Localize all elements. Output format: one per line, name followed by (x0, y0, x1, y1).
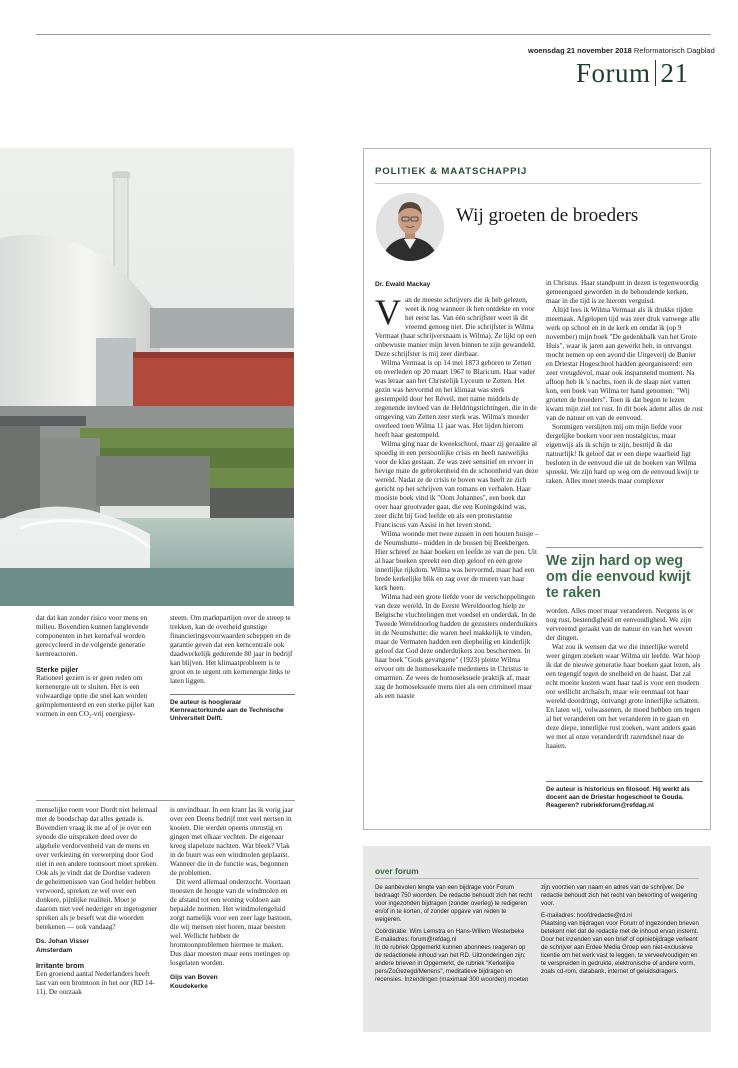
letter1-paragraph-2: Rationeel gezien is er geen reden om kernenergie uit te sluiten. Het is een volwaardige optie die snel kan worden geïmplementeerd en een sterke pijler kan vormen in een CO₂-vrij energiesy- (36, 674, 155, 718)
author-portrait-illustration (376, 193, 444, 261)
article-author-bio: De auteur is historicus en filosoof. Hij werkt als docent aan de Driestar hogeschool te Gouda. Reageren? rubriekforum@refdag.nl (546, 781, 703, 811)
article-paragraph-8: Sommigen verslijten mij om mijn liefde voor dergelijke boeken voor een nostalgicus, maar eigenwijs als ik schijn te zijn, bestrijd ik dat natuurlijk! Ik geloof dat er een diepe waarheid ligt besloten in de eenvoud die uit de boeken van Wilma spreekt. We zijn hard op weg om de eenvoud kwijt te raken. Alles moet steeds maar complexer (546, 423, 699, 485)
article-column-1 (375, 296, 539, 826)
letter1-column-a (36, 614, 158, 764)
letter1-subheading: Sterke pijler (36, 665, 79, 674)
letter2-signature-name: Ds. Johan Visser (36, 938, 90, 945)
article-column-2 (546, 279, 703, 549)
over-forum-rule (375, 878, 699, 879)
article-title: Wij groeten de broeders (456, 205, 639, 226)
drop-cap: V (375, 296, 401, 332)
title-divider (655, 60, 656, 86)
article-paragraph-4: Wilma woonde met twee zussen in een houten huisje –de Neumshutte– midden in de bossen bij Beekbergen. Hier schreef ze haar boeken en leefde ze van de pen. Uit al haar boeken spreekt een diep geloof en een grote innerlijke rijkdom. Wilma was hervormd, maar had een brede kerkelijke blik en zag over de muren van haar kerk heen. (375, 530, 539, 592)
letter1-column-b (170, 614, 295, 764)
letter3-paragraph-b1: is onvindbaar. In een krant las ik vorig jaar over een Deens bedrijf met veel nertsen in kooien. Die werden opeens onrustig en gingen met elkaar vechten. De eigenaar kreeg slapeloze nachten. Wat bleek? Vlak in de buurt was een windmolen geplaatst. Wanneer die in de functie was, begonnen de problemen. (170, 806, 294, 877)
letter1-paragraph: dat dat kan zonder risico voor mens en milieu. Bovendien kunnen langlevende componenten in het kernafval worden gerecycleerd in de volgende generatie kernreactoren. (36, 614, 149, 658)
letter3-paragraph-b2: Dit werd allemaal onderzocht. Voortaan moesten de hoogte van de windmolen en de afstand tot een woning voldoen aan bepaalde normen. Het windmolengeluid zorgt namelijk voor een zeer lage bastoon, die wij mensen niet horen, maar beesten wel. Wellicht hebben de bromtoonproblemen hiermee te maken. Dus daar moesten maar eens metingen op losgelaten worden. (170, 878, 292, 967)
page-title (576, 58, 689, 89)
letter3-signature (170, 974, 295, 991)
letter3-paragraph: Een groeiend aantal Nederlanders heeft last van een bromtoon in het oor (RD 14-11). De oorzaak (36, 970, 155, 996)
article-paragraph-3: Wilma ging naar de kweekschool, maar zij geraakte al spoedig in een persoonlijke crisis en heeft nauwelijks voor de klas gestaan. Ze was zeer sensitief en ervoer in hevige mate de gebrokenheid én de schoonheid van deze wereld. Nadat ze de crisis te boven was heeft ze zich gericht op het schrijven van romans en verhalen. Haar mooiste boek vind ik "Oom Johannes", een boek dat over haar grootvader gaat, die een Koningskind was, zeer dicht bij God leefde en als een protestantse Franciscus van Assisi in het leven stond. (375, 440, 539, 529)
article-paragraph-1: Van de meeste schrijvers die ik heb gelezen, weet ik nog wanneer ik hen ontdekte en voor het eerst las. Van één schrijfster weet ik dit vreemd genoeg niet. Die schrijfster is Wilma Vermaat (haar schrijversnaam is Wilma). Ze lijkt op een onbewuste manier mijn leven binnen te zijn gewandeld. Deze schrijfster is mij zeer dierbaar. (375, 296, 537, 358)
over-forum-column-2 (541, 884, 701, 976)
letter1-author-bio: De auteur is hoogleraar Kernreactorkunde aan de Technische Universiteit Delft. (170, 694, 295, 724)
over-forum-box (363, 846, 711, 1032)
section-label: POLITIEK & MAATSCHAPPIJ (375, 166, 528, 177)
letter3-subheading: Irritante brom (36, 961, 85, 970)
over-forum-email: E-mailadres: forum@refdag.nl (375, 936, 457, 943)
masthead-dateline (528, 46, 715, 55)
letter2-column-b (170, 806, 295, 1046)
top-rule (36, 34, 711, 35)
over-forum-coordination: Coördinatie: Wim Lemstra en Hans-Willem Westerbeke (375, 928, 525, 935)
letter1-paragraph-b: steem. Om marktpartijen over de streep te trekken, kan de overheid gunstige financieringsvoorwaarden scheppen en de garantie geven dat een kerncentrale ook daadwerkelijk gedurende 80 jaar in bedrijf kan blijven. Het klimaatprobleem is te groot en te urgent om kernenergie links te laten liggen. (170, 614, 293, 685)
letter3-signature-place: Koudekerke (170, 982, 208, 990)
issue-date: woensdag 21 november 2018 (528, 46, 632, 55)
over-forum-email-2: E-mailadres: hoofdredactie@rd.nl (541, 912, 632, 919)
nuclear-plant-photo (0, 148, 294, 606)
article-column-2b (546, 607, 703, 777)
article-paragraph-2: Wilma Vermaat is op 14 mei 1873 geboren te Zetten en overleden op 20 maart 1967 te Blaricum. Haar vader was leraar aan het Christelijk Lyceum te Zetten. Het gezin was hervormd en het klimaat was sterk gestempeld door het Réveil, met name middels de zegenende invloed van de Heldringstichtingen, die in de omgeving van Zetten zeer sterk was. Wilma's moeder overleed toen Wilma 11 jaar was. Het lijden hierom heeft haar gestempeld. (375, 359, 537, 439)
article-paragraph-5: Wilma had een grote liefde voor de verschoppelingen van deze wereld. In de Eerste Wereldoorlog hielp ze Belgische vluchtelingen met voedsel en onderdak. In de Tweede Wereldoorlog hadden de gezusters onderduikers in de Neumshutte: die waren heel makkelijk te vinden, maar de Vermaten hadden een diepheilig en kinderlijk geloof dat God deze onderduikers zou beschermen. In haar boek "Gods gevangene" (1923) pleitte Wilma ervoor om de homoseksuele medemens in Christus te omarmen. Ze wees de homoseksuele praktijk af, maar zag de homoseksuele mens niet als een crimineel maar als een naaste (375, 593, 538, 700)
letter2-signature-place: Amsterdam (36, 946, 73, 954)
over-forum-text-1: De aanbevolen lengte van een bijdrage voor Forum bedraagt 750 woorden. De redactie behoudt zich het recht voor ingezonden bijdragen (zonder overleg) te redigeren en/of in te korten, of zonder opgave van reden te weigeren. (375, 884, 533, 923)
article-panel (363, 148, 711, 830)
over-forum-title: over forum (375, 866, 419, 876)
author-avatar (376, 193, 444, 261)
pull-quote: We zijn hard op weg om die eenvoud kwijt te raken (546, 547, 703, 601)
article-paragraph-7: Altijd lees ik Wilma Vermaat als ik drukke tijden meemaak. Afgelopen tijd was zeer druk vanwege alle werk op school en in de kerk en omdat ik (op 9 november) mijn boek "De gedenkbalk van het Grote Huis", waar ik jaren aan gewerkt heb, in ontvangst mocht nemen op een avond die Uitgeverij de Banier en Driestar Hogeschool hadden georganiseerd: een zeer vreugdevol, maar ook inspannend moment. Na afloop heb ik 's nachts, toen ik de slaap niet vatten kon, een boek van Wilma ter hand genomen: "Wij groeten de broeders". Toen ik dat begon te lezen kwam mijn ziel tot rust. In dit boek ademt alles de rust van de natuur en van de eenvoud. (546, 306, 703, 422)
paper-name: Reformatorisch Dagblad (633, 46, 715, 55)
mid-rule-left (36, 800, 295, 801)
letter2-column-a (36, 806, 158, 1046)
article-paragraph-9: worden. Alles moet maar veranderen. Nergens is er nog rust, bestendigheid en eenvoudigheid. We zijn vervreemd geraakt van de natuur en van het weven der dingen. (546, 607, 694, 642)
over-forum-text-2: In de rubriek Opgemerkt kunnen abonnees reageren op de redactionele inhoud van het RD. Uitzonderingen zijn: andere brieven in Opgemerkt, de rubriek "Kerkelijke pers/ZoGezegd/Menens", meditatieve bijdragen en recensies. Inzendingen (maximaal 300 woorden) moeten (375, 944, 529, 983)
letter2-signature (36, 938, 158, 955)
over-forum-text-5: Door het inzenden van een brief of opiniebijdrage verleent de schrijver aan Erdee Media Groep een niet-exclusieve licentie om het werk vast te leggen, te verveelvoudigen en te verspreiden in gedrukte, elektronische of andere vorm, zoals cd-rom, databank, internet of geluidsdragers. (541, 936, 698, 975)
title-rule (375, 183, 701, 184)
letter2-paragraph: menselijke roem voor Dordt niet helemaal met de boodschap dat alles genade is. Bovendien vraag ik me af of je over een synode die uitspraken deed over de algehele verdorvenheid van de mens en over verkiezing én verwerping door God niet in een andere toonsoort moet spreken. Ook als je vindt dat de Dordtse vaderen de geheimenissen van God helder hebben verwoord, spreken ze wel over een donkere, pijnlijke realiteit. Moet je daarom niet veel nederiger en ingetogener spreken als je beseft wat die woorden betekenen — ook vandaag? (36, 806, 158, 931)
article-paragraph-10: Wat zou ik wensen dat we die innerlijke wereld weer gingen zoeken waar Wilma uit leefde. Wat hoop ik dat de nieuwe generatie haar boeken gaat lezen, als een tegengif tegen de snelheid en de haast. Dat zal echt moeite kosten want haar taal is voor een modern oor wellicht archaïsch, maar wie eenmaal tot haar wereld doordringt, ontvangt grote innerlijke schatten. En laten wij, volwassenen, de moed hebben om tegen al het veranderen om het veranderen in te gaan en deze diepe, innerlijke rust zoeken, want anders gaan we met al onze veranderdrift razendsnel naar de haaien. (546, 643, 701, 750)
over-forum-column-1 (375, 884, 533, 984)
photo-illustration (0, 148, 294, 606)
byline: Dr. Ewald Mackay (375, 281, 431, 288)
letter3-signature-name: Gijs van Boven (170, 974, 218, 981)
article-paragraph-6: in Christus. Haar standpunt in dezen is tegenwoordig gemeengoed geworden in de behoudende kerken, maar in die tijd is ze hierom verguisd. (546, 279, 699, 305)
over-forum-text-4: Plaatsing van bijdragen voor Forum of ingezonden brieven betekent niet dat de redactie met de inhoud ervan instemt. (541, 920, 699, 935)
over-forum-text-3: zijn voorzien van naam en adres van de schrijver. De redactie behoudt zich het recht van bekorting of weigering voor. (541, 884, 698, 907)
section-name: Forum (576, 58, 651, 88)
page-number: 21 (660, 58, 689, 88)
